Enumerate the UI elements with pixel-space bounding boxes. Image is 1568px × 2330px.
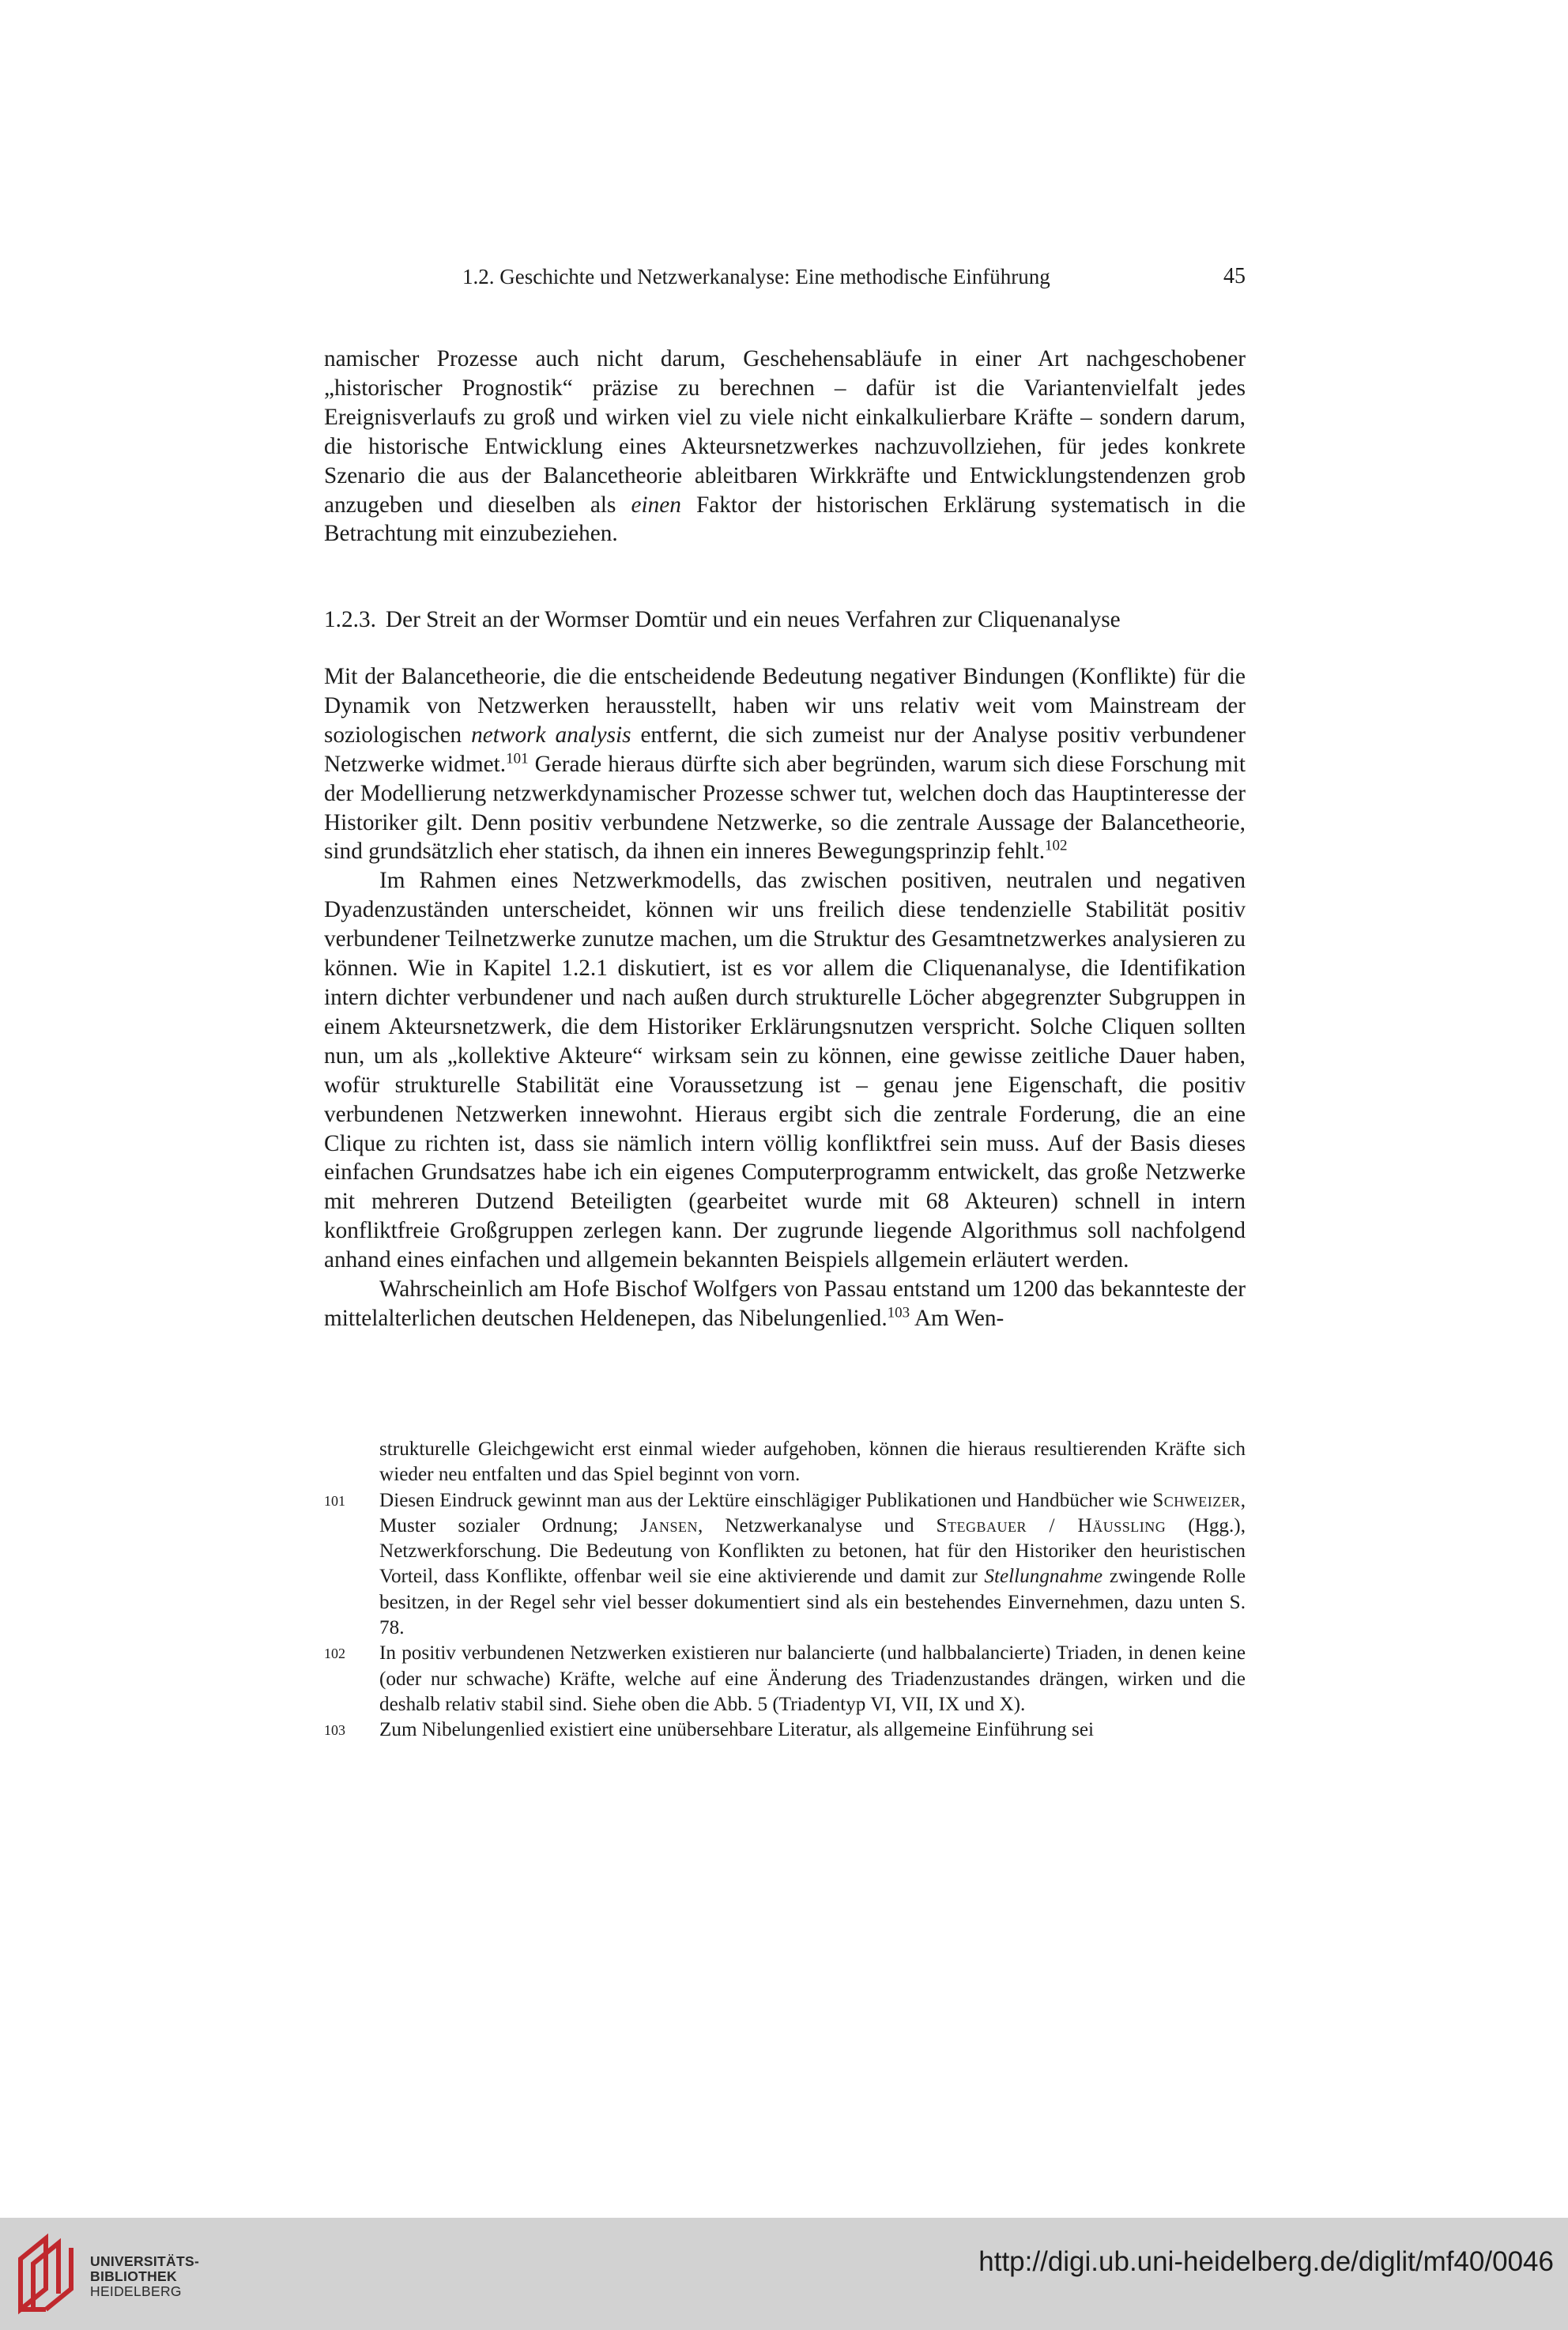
- footnote-number: 102: [324, 1646, 345, 1662]
- author-name: Stegbauer / Häussling: [936, 1514, 1167, 1536]
- digitization-footer: [0, 2218, 1568, 2330]
- paragraph-2-part-a: Mit der Balancetheorie, die die entscheidende Bedeutung negativer Bindungen (Konflikte) für die Dynamik von Netzwerken herausstellt, haben wir uns relativ weit vom Mainstream der soziologischen: [324, 664, 1246, 748]
- library-logo-text: [90, 2254, 199, 2299]
- footnote-text: , Netzwerkanalyse und: [698, 1514, 914, 1536]
- paragraph-continued: [324, 345, 1246, 549]
- footnote-102: [324, 1641, 1246, 1717]
- footnote-number: 101: [324, 1492, 345, 1509]
- paragraph-4-text: Wahrscheinlich am Hofe Bischof Wolfgers von Passau entstand um 1200 das bekannteste der mittelalterlichen deutschen Heldenepen, das Nibelungenlied.: [324, 1276, 1246, 1331]
- page-number: 45: [1223, 264, 1246, 288]
- logo-line: BIBLIOTHEK: [90, 2268, 177, 2284]
- logo-line: HEIDELBERG: [90, 2283, 182, 2299]
- footnote-ref-102[interactable]: 102: [1045, 838, 1068, 854]
- section-heading: [324, 604, 1246, 635]
- footnote-text: (Hgg.), Netzwerkforschung. Die Bedeutung von Konflikten zu betonen, hat für den Historiker den heuristischen Vorteil, dass Konflikte, offenbar weil sie eine aktivierende und damit zur: [379, 1514, 1246, 1588]
- footnote-text: In positiv verbundenen Netzwerken existieren nur balancierte (und halbbalancierte) Triaden, in denen keine (oder nur schwache) Kräfte, welche auf eine Änderung des Triadenzustandes drängen, wirken und die deshalb relativ stabil sind. Siehe oben die Abb. 5 (Triadentyp VI, VII, IX und X).: [379, 1642, 1246, 1715]
- footnote-101: [324, 1488, 1246, 1642]
- permalink-url[interactable]: http://digi.ub.uni-heidelberg.de/diglit/mf40/0046: [978, 2246, 1554, 2277]
- footnote-text: , Muster sozialer Ordnung;: [379, 1489, 1246, 1536]
- paragraph-2-emphasis: network analysis: [471, 722, 631, 748]
- footnote-emphasis: Stellungnahme: [984, 1566, 1103, 1588]
- section-title: Der Streit an der Wormser Domtür und ein neues Verfahren zur Cliquenanalyse: [385, 607, 1121, 632]
- author-name: Schweizer: [1152, 1489, 1241, 1511]
- footnote-text: zwingende Rolle besitzen, in der Regel sehr viel besser dokumentiert sind als ein bestehendes Einvernehmen, dazu unten S. 78.: [379, 1566, 1246, 1639]
- footnote-text: Diesen Eindruck gewinnt man aus der Lektüre einschlägiger Publikationen und Handbücher wie: [379, 1489, 1148, 1511]
- paragraph-2: [324, 662, 1246, 866]
- footnote-ref-101[interactable]: 101: [506, 750, 529, 767]
- author-name: Jansen: [640, 1514, 699, 1536]
- paragraph-2-part-b: entfernt, die sich zumeist nur der Analyse positiv verbundener Netzwerke widmet.: [324, 722, 1246, 777]
- library-logo-icon: [14, 2229, 81, 2316]
- library-logo[interactable]: [14, 2229, 204, 2316]
- logo-line: UNIVERSITÄTS-: [90, 2253, 200, 2269]
- footnotes: [324, 1437, 1246, 1744]
- paragraph-1-text: namischer Prozesse auch nicht darum, Geschehensabläufe in einer Art nachgeschobener „historischer Prognostik“ präzise zu berechnen – dafür ist die Variantenvielfalt jedes Ereignisverlaufs zu groß und wirken viel zu viele nicht einkalkulierbare Kräfte – sondern darum, die historische Entwicklung eines Akteursnetzwerkes nachzuvollziehen, für jedes konkrete Szenario die aus der Balancetheorie ableitbaren Wirkkräfte und Entwicklungstendenzen grob anzugeben und dieselben als: [324, 346, 1246, 518]
- running-head: [324, 261, 1246, 292]
- paragraph-4-end: Am Wen-: [914, 1305, 1004, 1331]
- paragraph-1-end: Faktor der historischen Erklärung systematisch in die Betrachtung mit einzubeziehen.: [324, 492, 1246, 547]
- paragraph-2-part-c: Gerade hieraus dürfte sich aber begründen, warum sich diese Forschung mit der Modellierung netzwerkdynamischer Prozesse schwer tut, welchen doch das Hauptinteresse der Historiker gilt. Denn positiv verbundene Netzwerke, so die zentrale Aussage der Balancetheorie, sind grundsätzlich eher statisch, da ihnen ein inneres Bewegungsprinzip fehlt.: [324, 751, 1246, 865]
- paragraph-1-emphasis: einen: [631, 492, 681, 518]
- paragraph-4: [324, 1275, 1246, 1333]
- footnote-ref-103[interactable]: 103: [887, 1304, 910, 1321]
- footnote-number: 103: [324, 1722, 345, 1739]
- footnote-continuation: strukturelle Gleichgewicht erst einmal wieder aufgehoben, können die hieraus resultierenden Kräfte sich wieder neu entfalten und das Spiel beginnt von vorn.: [379, 1438, 1246, 1486]
- paragraph-3: Im Rahmen eines Netzwerkmodells, das zwischen positiven, neutralen und negativen Dyadenzuständen unterscheidet, können wir uns freilich diese tendenzielle Stabilität positiv verbundener Teilnetzwerke zunutze machen, um die Struktur des Gesamtnetzwerkes analysieren zu können. Wie in Kapitel 1.2.1 diskutiert, ist es vor allem die Cliquenanalyse, die Identifikation intern dichter verbundener und nach außen durch strukturelle Löcher abgegrenzter Subgruppen in einem Akteursnetzwerk, die dem Historiker Erklärungsnutzen verspricht. Solche Cliquen sollten nun, um als „kollektive Akteure“ wirksam sein zu können, eine gewisse zeitliche Dauer haben, wofür strukturelle Stabilität eine Voraussetzung ist – genau jene Eigenschaft, die positiv verbundenen Netzwerken innewohnt. Hieraus ergibt sich die zentrale Forderung, die an eine Clique zu richten ist, dass sie nämlich intern völlig konfliktfrei sein muss. Auf der Basis dieses einfachen Grundsatzes habe ich ein eigenes Computerprogramm entwickelt, das große Netzwerke mit mehreren Dutzend Beteiligten (gearbeitet wurde mit 68 Akteuren) schnell in intern konfliktfreie Großgruppen zerlegen kann. Der zugrunde liegende Algorithmus soll nachfolgend anhand eines einfachen und allgemein bekannten Beispiels allgemein erläutert werden.: [324, 868, 1246, 1273]
- section-number: 1.2.3.: [324, 607, 376, 632]
- footnote-text: Zum Nibelungenlied existiert eine unübersehbare Literatur, als allgemeine Einführung sei: [379, 1719, 1095, 1741]
- running-head-title: 1.2. Geschichte und Netzwerkanalyse: Eine methodische Einführung: [462, 265, 1050, 288]
- main-text: [324, 662, 1246, 1333]
- footnote-103: [324, 1717, 1246, 1743]
